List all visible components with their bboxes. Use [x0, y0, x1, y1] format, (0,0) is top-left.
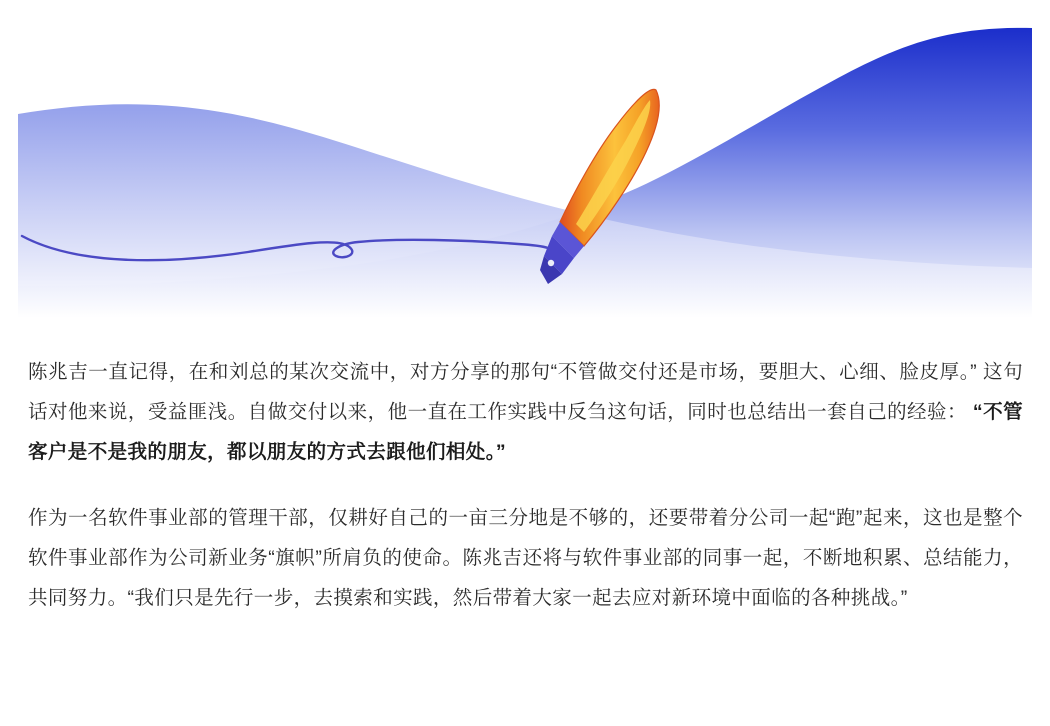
paragraph-1-run-2-bold: “不管客户是不是我的朋友，都以朋友的方式去跟他们相处。” — [28, 401, 1023, 463]
paragraph-2-run-1: 作为一名软件事业部的管理干部，仅耕好自己的一亩三分地是不够的，还要带着分公司一起“跑”起来，这也是整个软件事业部作为公司新业务“旗帜”所肩负的使命。陈兆吉还将与软件事业部的同事一起，不断地积累、总结能力，共同努力。“我们只是先行一步，去摸索和实践，然后带着大家一起去应对新环境中面临的各种挑战。” — [28, 507, 1023, 609]
hero-illustration — [18, 18, 1032, 318]
paragraph-1 — [28, 352, 1023, 472]
paragraph-1-run-1: 陈兆吉一直记得，在和刘总的某次交流中，对方分享的那句“不管做交付还是市场，要胆大、心细、脸皮厚。” 这句话对他来说，受益匪浅。自做交付以来，他一直在工作实践中反刍这句话，同时也总结出一套自己的经验： — [28, 361, 1023, 423]
hero-svg — [18, 18, 1032, 318]
paragraph-2 — [28, 498, 1023, 618]
article-body — [28, 352, 1023, 618]
